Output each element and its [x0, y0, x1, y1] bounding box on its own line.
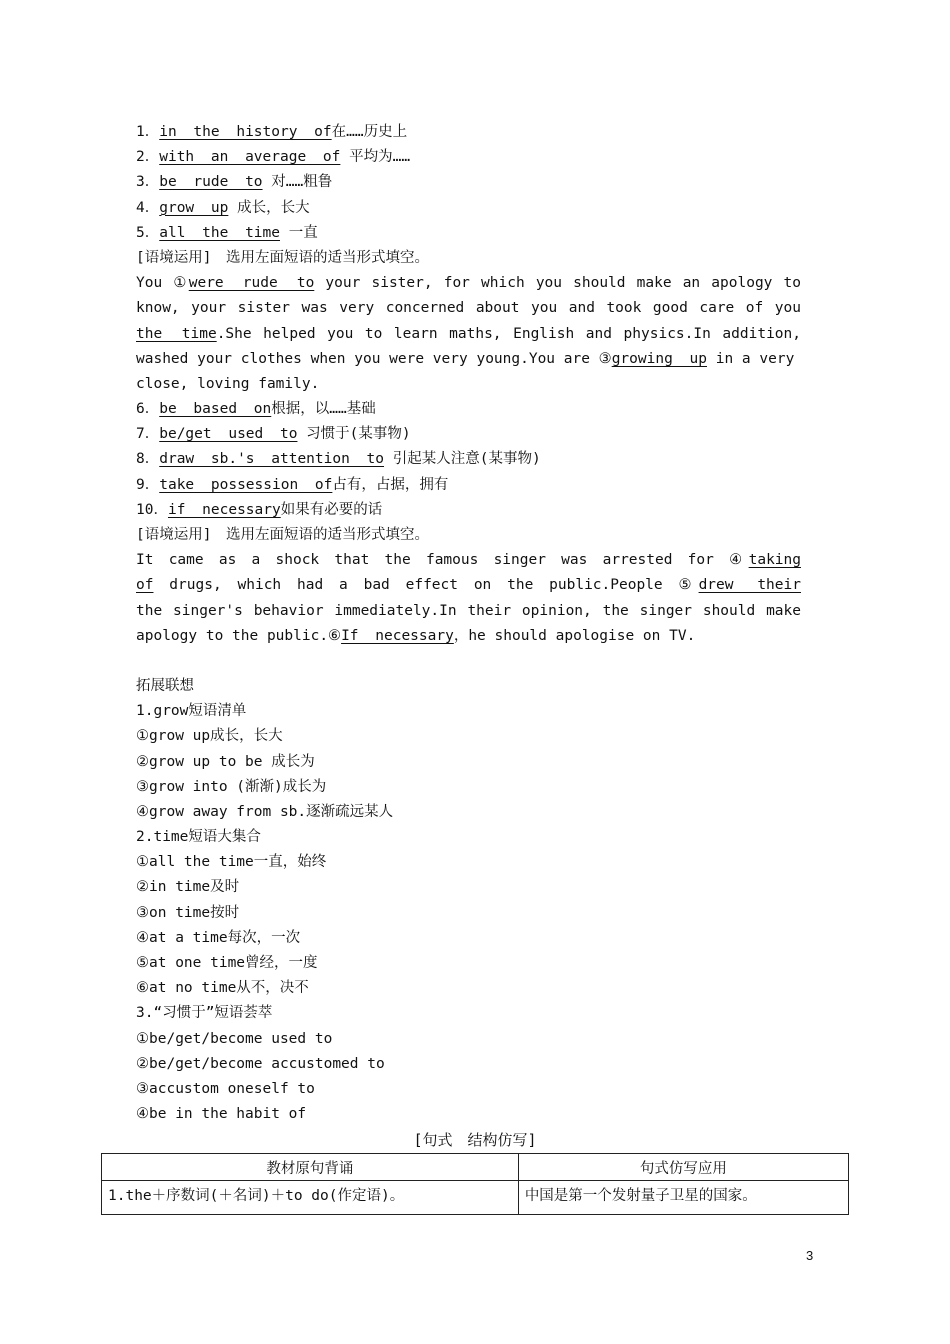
passage-line: apology to the public.⑥If necessary，he should apologise on TV. [136, 627, 696, 644]
fill-answer: the time [136, 325, 217, 342]
phrase-answer: all the time [159, 224, 280, 241]
table-header-row [102, 1154, 849, 1181]
context-instruction: [语境运用] 选用左面短语的适当形式填空。 [136, 527, 429, 543]
table-header: 句式仿写应用 [518, 1154, 848, 1181]
phrase-answer: be/get used to [159, 426, 298, 443]
phrase-item: 3．be rude to 对……粗鲁 [136, 174, 333, 191]
phrase-item: 7．be/get used to 习惯于(某事物) [136, 426, 411, 443]
expand-item: ②in time及时 [136, 879, 240, 896]
expand-item: ③grow into (渐渐)成长为 [136, 778, 327, 795]
expand-item: 2.time短语大集合 [136, 829, 261, 846]
phrase-answer: in the history of [159, 124, 332, 140]
passage-line: close, loving family. [136, 375, 320, 392]
passage-line: You ①were rude to your sister, for which you should make an apology to [136, 275, 801, 292]
expand-item: ①be/get/become used to [136, 1030, 333, 1047]
passage-line: of drugs, which had a bad effect on the public.People ⑤drew their [136, 573, 801, 598]
expand-item: ⑥at no time从不，决不 [136, 980, 309, 997]
phrase-answer: be based on [159, 401, 272, 418]
page-number: 3 [806, 1248, 814, 1263]
spacer [136, 649, 801, 674]
fill-answer: of [136, 577, 154, 594]
fill-answer: taking [748, 552, 801, 569]
expand-item: ⑤at one time曾经，一度 [136, 955, 318, 971]
table-cell: 中国是第一个发射量子卫星的国家。 [518, 1181, 848, 1215]
fill-answer: growing up [611, 350, 707, 367]
expand-item: ②grow up to be 成长为 [136, 753, 315, 770]
context-instruction: [语境运用] 选用左面短语的适当形式填空。 [136, 249, 429, 266]
phrase-item: 8．draw sb.'s attention to 引起某人注意(某事物) [136, 451, 541, 468]
structure-section-title: [句式 结构仿写] [413, 1131, 537, 1149]
phrase-item: 1．in the history of在……历史上 [136, 124, 408, 140]
expand-item: ①grow up成长，长大 [136, 728, 283, 745]
expand-title: 拓展联想 [136, 677, 194, 694]
expand-item: ②be/get/become accustomed to [136, 1055, 385, 1072]
phrase-item: 9．take possession of占有，占据，拥有 [136, 476, 449, 493]
phrase-answer: with an average of [159, 149, 341, 166]
fill-answer: drew their [698, 577, 801, 594]
expand-item: ④grow away from sb.逐渐疏远某人 [136, 803, 394, 820]
phrase-answer: take possession of [159, 476, 333, 493]
structure-table [101, 1153, 849, 1215]
expand-item: 3.“习惯于”短语荟萃 [136, 1005, 273, 1022]
phrase-answer: grow up [159, 199, 229, 216]
phrase-item: 4．grow up 成长，长大 [136, 199, 310, 216]
phrase-item: 2．with an average of 平均为…… [136, 149, 411, 166]
passage-line: washed your clothes when you were very young.You are ③growing up in a very [136, 350, 795, 367]
phrase-answer: be rude to [159, 174, 263, 191]
document-body [136, 120, 801, 1127]
passage-line: know, your sister was very concerned about you and took good care of you [136, 300, 801, 317]
table-header: 教材原句背诵 [102, 1154, 519, 1181]
phrase-answer: if necessary [167, 501, 281, 518]
phrase-item: 10．if necessary如果有必要的话 [136, 501, 383, 518]
phrase-item: 6．be based on根据，以……基础 [136, 401, 376, 418]
expand-item: ①all the time一直，始终 [136, 854, 327, 871]
expand-item: ④be in the habit of [136, 1106, 307, 1123]
passage-line: It came as a shock that the famous singer was arrested for ④taking [136, 548, 801, 573]
expand-item: ④at a time每次，一次 [136, 929, 301, 946]
expand-item: ③accustom oneself to [136, 1080, 315, 1097]
expand-item: 1.grow短语清单 [136, 703, 247, 720]
table-cell: 1.the＋序数词(＋名词)＋to do(作定语)。 [102, 1181, 519, 1215]
phrase-item: 5．all the time 一直 [136, 224, 318, 241]
passage-line: the singer's behavior immediately.In their opinion, the singer should make [136, 602, 801, 619]
passage-line: the time.She helped you to learn maths, English and physics.In addition, [136, 325, 801, 342]
table-row [102, 1181, 849, 1215]
phrase-answer: draw sb.'s attention to [159, 451, 385, 468]
expand-item: ③on time按时 [136, 904, 240, 921]
fill-answer: were rude to [188, 275, 315, 292]
fill-answer: If necessary [341, 627, 454, 644]
